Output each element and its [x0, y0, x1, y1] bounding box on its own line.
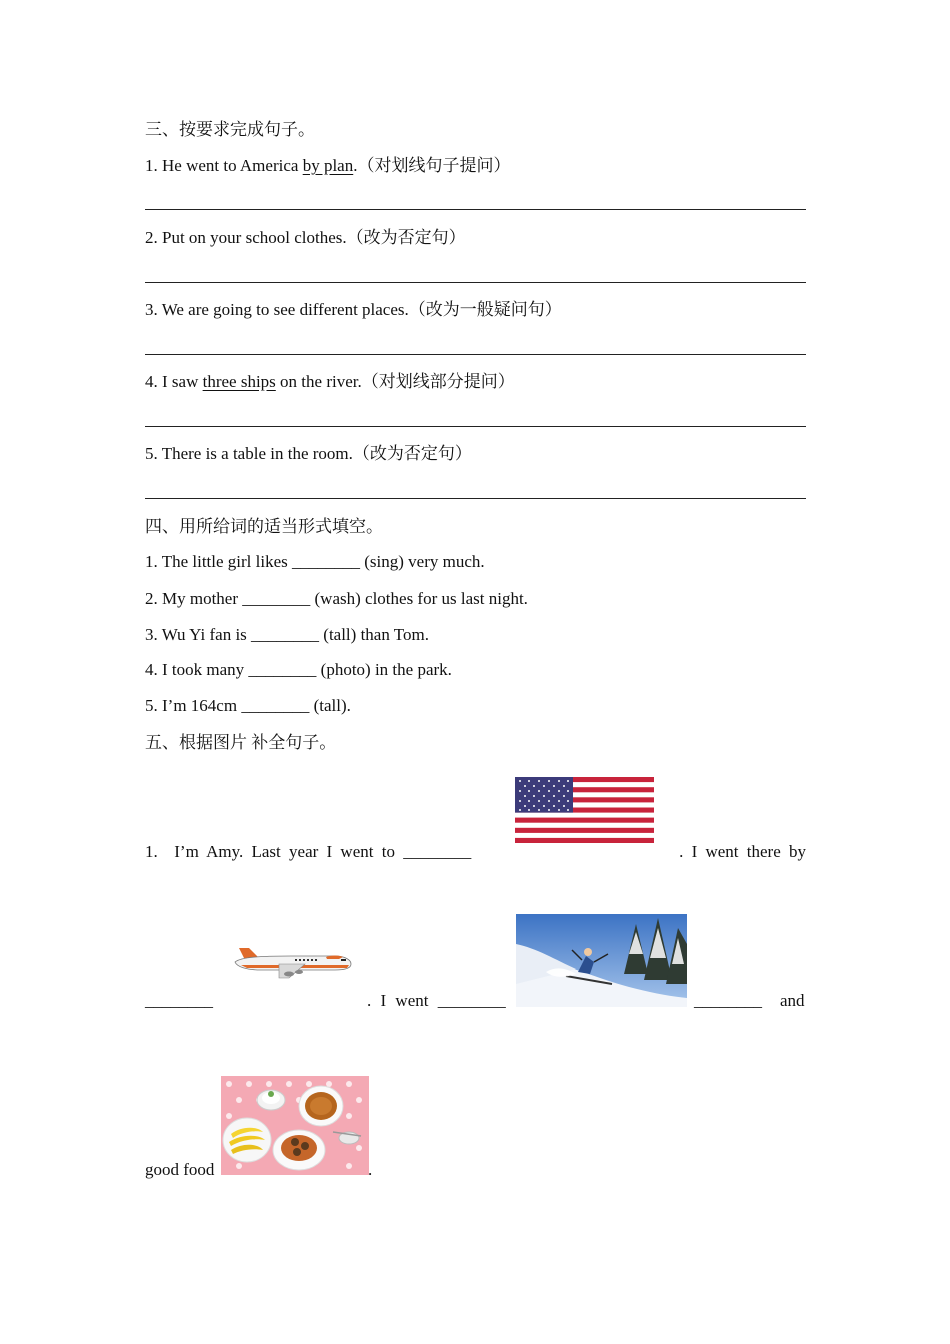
usa-flag-image — [515, 777, 654, 843]
food-image — [221, 1076, 369, 1175]
picture-item-1-start — [145, 841, 471, 863]
question-3-1 — [145, 155, 510, 177]
fill-item-1: 1. The little girl likes ________ (sing) very much. — [145, 552, 485, 571]
underlined-phrase: by plan — [302, 156, 354, 175]
picture-item-1-went: . I went ________ — [367, 991, 506, 1010]
fill-item-5: 5. I’m 164cm ________ (tall). — [145, 696, 351, 715]
skier-icon — [516, 914, 687, 1007]
question-instruction: on the river.（对划线部分提问） — [275, 372, 515, 391]
answer-line[interactable] — [145, 426, 806, 427]
question-3-3: 3. We are going to see different places.（改为一般疑问句） — [145, 300, 562, 319]
question-instruction: .（对划线句子提问） — [353, 156, 511, 175]
sentence-end-period: . — [368, 1160, 373, 1179]
item-number: 1. — [145, 842, 158, 861]
fill-item-2: 2. My mother ________ (wash) clothes for us last night. — [145, 589, 528, 608]
fill-item-4: 4. I took many ________ (photo) in the park. — [145, 660, 452, 679]
question-3-2: 2. Put on your school clothes.（改为否定句） — [145, 228, 466, 247]
answer-line[interactable] — [145, 498, 806, 499]
section4-heading: 四、用所给词的适当形式填空。 — [145, 517, 383, 536]
flag-icon — [515, 777, 654, 843]
answer-blank-activity[interactable]: ________ — [694, 991, 762, 1010]
section3-heading: 三、按要求完成句子。 — [145, 120, 315, 139]
section5-heading: 五、根据图片 补全句子。 — [145, 733, 337, 752]
picture-item-1-food: good food — [145, 1160, 215, 1179]
picture-item-1-end: . I went there by — [679, 842, 806, 861]
item-text: I’m Amy. Last year I went to ________ — [174, 842, 472, 861]
skiing-image — [516, 914, 687, 1007]
conjunction-and: and — [780, 991, 805, 1010]
question-3-4 — [145, 371, 515, 393]
answer-line[interactable] — [145, 282, 806, 283]
food-icon — [221, 1076, 369, 1175]
airplane-image — [231, 938, 353, 982]
question-text: 4. I saw — [145, 372, 203, 391]
answer-blank-transport[interactable]: ________ — [145, 991, 213, 1010]
answer-line[interactable] — [145, 209, 806, 210]
fill-item-3: 3. Wu Yi fan is ________ (tall) than Tom. — [145, 625, 429, 644]
answer-line[interactable] — [145, 354, 806, 355]
question-text: 1. He went to America — [145, 156, 303, 175]
question-3-5: 5. There is a table in the room.（改为否定句） — [145, 444, 472, 463]
airplane-icon — [231, 938, 353, 982]
underlined-phrase: three ships — [202, 372, 276, 391]
